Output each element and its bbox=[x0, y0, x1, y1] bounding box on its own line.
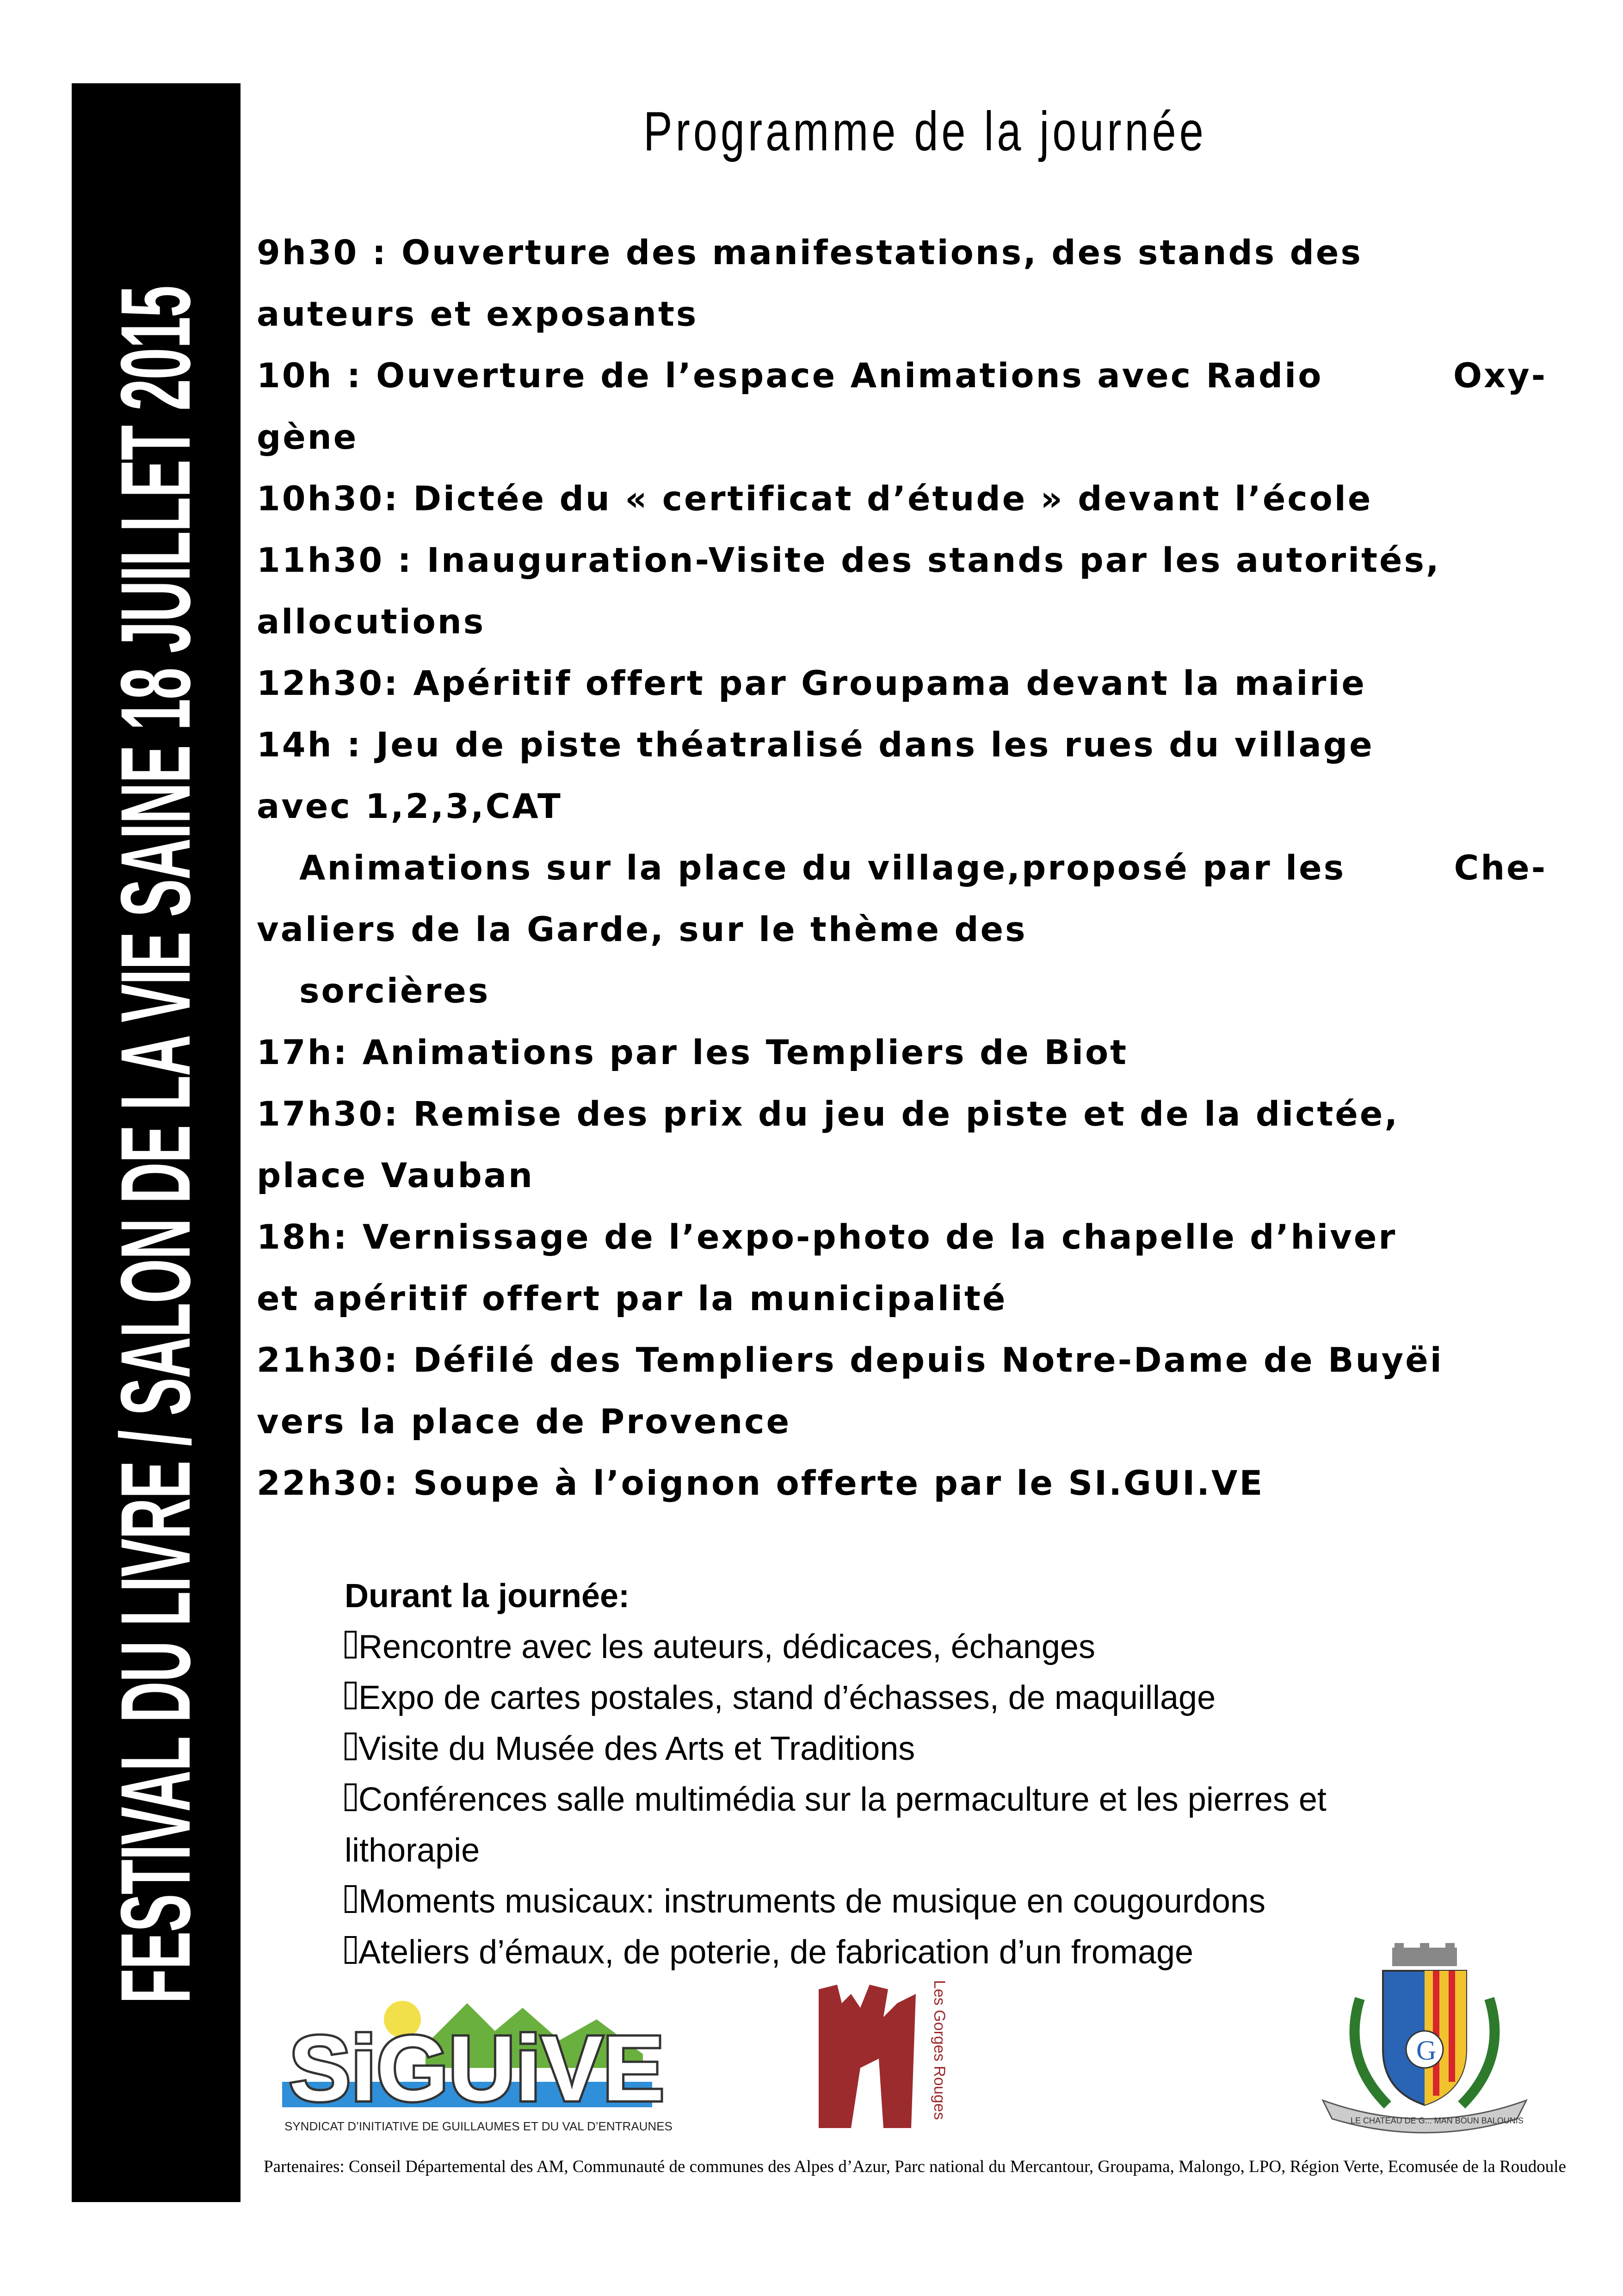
page-title: Programme de la journée bbox=[643, 100, 1207, 162]
bullet-icon bbox=[345, 1936, 357, 1964]
gorges-rouges-logo bbox=[809, 1975, 953, 2137]
side-title: FESTIVAL DU LIVRE / SALON DE LA VIE SAINE 18 JUILLET 2015 bbox=[100, 286, 211, 2004]
schedule-line: 10h : Ouverture de l’espace Animations avec Radio Oxy- bbox=[257, 356, 1547, 396]
siguive-logo bbox=[264, 1975, 680, 2137]
schedule-line: valiers de la Garde, sur le thème des bbox=[257, 910, 1027, 949]
schedule-line: sorcières bbox=[299, 972, 490, 1011]
schedule-line: auteurs et exposants bbox=[257, 295, 698, 334]
schedule-line: allocutions bbox=[257, 602, 486, 642]
schedule-line: vers la place de Provence bbox=[257, 1402, 791, 1442]
schedule-line: 17h30: Remise des prix du jeu de piste et de la dictée, bbox=[257, 1095, 1400, 1134]
schedule-line: 17h: Animations par les Templiers de Biot bbox=[257, 1033, 1129, 1072]
schedule-line: 9h30 : Ouverture des manifestations, des stands des bbox=[257, 233, 1363, 272]
partners-note: Partenaires: Conseil Départemental des AM, Communauté de communes des Alpes d’Azur, Parc national du Mercantour, Groupama, Malongo, LPO, Région Verte, Ecomusée de la Roudoule bbox=[264, 2157, 1566, 2176]
bullet-icon bbox=[345, 1631, 357, 1659]
schedule-line: 14h : Jeu de piste théatralisé dans les rues du village bbox=[257, 725, 1374, 765]
list-item: Expo de cartes postales, stand d’échasses, de maquillage bbox=[345, 1672, 1570, 1723]
schedule-line: place Vauban bbox=[257, 1156, 534, 1195]
bullet-icon bbox=[345, 1682, 357, 1709]
schedule-line: 11h30 : Inauguration-Visite des stands par les autorités, bbox=[257, 541, 1441, 580]
svg-text:SiGUiVE: SiGUiVE bbox=[289, 2017, 665, 2120]
list-item: Moments musicaux: instruments de musique en cougourdons bbox=[345, 1876, 1570, 1927]
schedule-line: et apéritif offert par la municipalité bbox=[257, 1279, 1007, 1318]
svg-text:LE CHATEAU DE G... MAN BOUN BA: LE CHATEAU DE G... MAN BOUN BALOUNIS bbox=[1351, 2116, 1524, 2125]
list-item-continuation: lithorapie bbox=[345, 1832, 480, 1869]
schedule-line: gène bbox=[257, 418, 358, 457]
bullet-icon bbox=[345, 1885, 357, 1913]
schedule-line: 21h30: Défilé des Templiers depuis Notre-Dame de Buyëi bbox=[257, 1341, 1444, 1380]
list-item: Rencontre avec les auteurs, dédicaces, échanges bbox=[345, 1621, 1570, 1672]
crest-logo bbox=[1314, 1943, 1536, 2137]
schedule-line: Animations sur la place du village,proposé par les Che- bbox=[299, 848, 1547, 888]
bullet-icon bbox=[345, 1783, 357, 1811]
schedule-line: 12h30: Apéritif offert par Groupama devant la mairie bbox=[257, 664, 1366, 703]
svg-text:G: G bbox=[1416, 2035, 1437, 2066]
svg-text:SYNDICAT D’INITIATIVE DE GUILL: SYNDICAT D’INITIATIVE DE GUILLAUMES ET DU VAL D’ENTRAUNES bbox=[284, 2119, 673, 2133]
list-item: Visite du Musée des Arts et Traditions bbox=[345, 1723, 1570, 1774]
list-item: Ateliers d’émaux, de poterie, de fabrication d’un fromage bbox=[345, 1927, 1570, 1978]
day-title: Durant la journée: bbox=[345, 1578, 630, 1615]
schedule-list bbox=[257, 222, 1547, 1514]
schedule-line: 10h30: Dictée du « certificat d’étude » devant l’école bbox=[257, 479, 1373, 519]
schedule-line: 18h: Vernissage de l’expo-photo de la chapelle d’hiver bbox=[257, 1218, 1397, 1257]
schedule-line: avec 1,2,3,CAT bbox=[257, 787, 562, 826]
bullet-icon bbox=[345, 1733, 357, 1760]
list-item: Conférences salle multimédia sur la permaculture et les pierres et bbox=[345, 1774, 1570, 1825]
day-activities bbox=[345, 1571, 1570, 1978]
schedule-line: 22h30: Soupe à l’oignon offerte par le SI.GUI.VE bbox=[257, 1464, 1265, 1503]
svg-text:Les Gorges Rouges: Les Gorges Rouges bbox=[931, 1980, 948, 2120]
